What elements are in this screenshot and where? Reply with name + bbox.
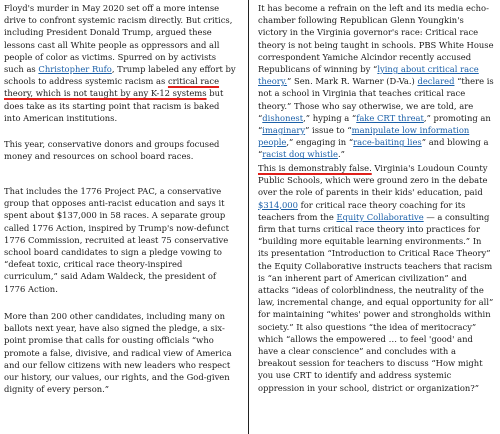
highlighted-crt-claim: critical race theory, which is not taught by any K-12 systems (4, 76, 220, 99)
christopher-rufo-link[interactable]: Christopher Rufo (38, 64, 112, 75)
right-p1-text-f: ” issue to “ (305, 125, 352, 136)
right-p1-text-g: ,” engaging in “ (286, 137, 354, 148)
right-p1-text-i: .” (337, 149, 345, 160)
right-p1-text-b: ” Sen. Mark R. Warner (D-Va.) (287, 76, 418, 87)
right-p1-text-e: ,” promoting an “ (258, 112, 491, 136)
left-paragraph-2: This year, conservative donors and groups focused money and resources on school board races. (4, 139, 220, 162)
dishonest-link[interactable]: dishonest (262, 112, 304, 123)
left-paragraph-3: That includes the 1776 Project PAC, a conservative group that opposes anti-racist education and says it spent about $137,000 in 58 races. A separate group called 1776 Action, inspired by Trump's now-defunct 1776 Commission, recruited at least 75 conservative school board candidates to sign a pledge vowing to “defeat toxic, critical race theory-inspired curriculum,” said Adam Waldeck, the president of 1776 Action. (4, 186, 229, 294)
right-p2-text-a: Virginia's Loudoun County Public Schools, which were ground zero in the debate over the role of parents in their kids' education, paid (258, 163, 488, 198)
right-p1-text-h: ” and blowing a “ (258, 137, 489, 160)
left-p1-text-a: Floyd's murder in May 2020 set off a more intense drive to confront systemic racism directly. But critics, including President Donald Trump, argued these lessons cast all White people as oppressors and all people of color as victims. Spurred on by activists such as (4, 3, 233, 75)
left-paragraph-1 (4, 2, 238, 124)
right-paragraph-2 (258, 162, 494, 394)
column-divider (248, 0, 249, 434)
right-p2-text-c: — a consulting firm that turns critical race theory into practices for “building more equitable learning environments.” In its presentation “Introduction to Critical Race Theory” the Equity Collaborative instructs teachers that racism is “an inherent part of American civilization” and attacks “ideas of colorblindness, the neutrality of the law, incremental change, and equal opportunity for all” for maintaining “whites' power and strongholds within society.” It also questions “the idea of meritocracy” which “allows the empowered … to feel 'good' and have a clear conscience” and concludes with a breakout session for teachers to discuss “How might you use CRT to identify and address systemic oppression in your school, district or organization?” (258, 211, 494, 393)
right-p1-text-d: ,” hyping a “ (303, 112, 357, 123)
right-p2-text-b: for critical race theory coaching for its teachers from the (258, 199, 466, 222)
right-paragraph-1 (258, 2, 494, 161)
right-p1-text-a: It has become a refrain on the left and its media echo-chamber following Republican Glenn Youngkin's victory in the Virginia governor's race: Critical race theory is not being taught in schools. PBS White House correspondent Yamiche Alcindor recently accused Republicans of winning by “ (258, 3, 494, 75)
racist-dog-whistle-link[interactable]: racist dog whistle (262, 149, 338, 160)
race-baiting-lies-link[interactable]: race-baiting lies (353, 137, 422, 148)
fake-crt-threat-link[interactable]: fake CRT threat (356, 112, 424, 123)
manipulate-low-information-link[interactable]: manipulate low information people (258, 125, 470, 148)
imaginary-link[interactable]: imaginary (262, 125, 306, 136)
demonstrably-false-highlight: This is demonstrably false. (258, 163, 372, 173)
left-p1-text-b: , Trump labeled any effort by schools to address systemic racism as (4, 64, 236, 87)
right-p1-text-c: “there is not a school in Virginia that teaches critical race theory.” Those who say otherwise, we are told, are “ (258, 76, 494, 123)
left-paragraph-4: More than 200 other candidates, including many on ballots next year, have also signed the pledge, a six-point promise that calls for ousting officials “who promote a false, divisive, and radical view of America and our fellow citizens with new leaders who respect our history, our values, our rights, and the God-given dignity of every person.” (4, 311, 232, 395)
amount-314000-link[interactable]: $314,000 (258, 199, 298, 210)
left-p1-text-c: but does take as its starting point that racism is baked into American institutions. (4, 88, 224, 123)
declared-link[interactable]: declared (417, 76, 455, 87)
equity-collaborative-link[interactable]: Equity Collaborative (336, 211, 424, 222)
lying-about-crt-link[interactable]: lying about critical race theory. (258, 64, 479, 87)
